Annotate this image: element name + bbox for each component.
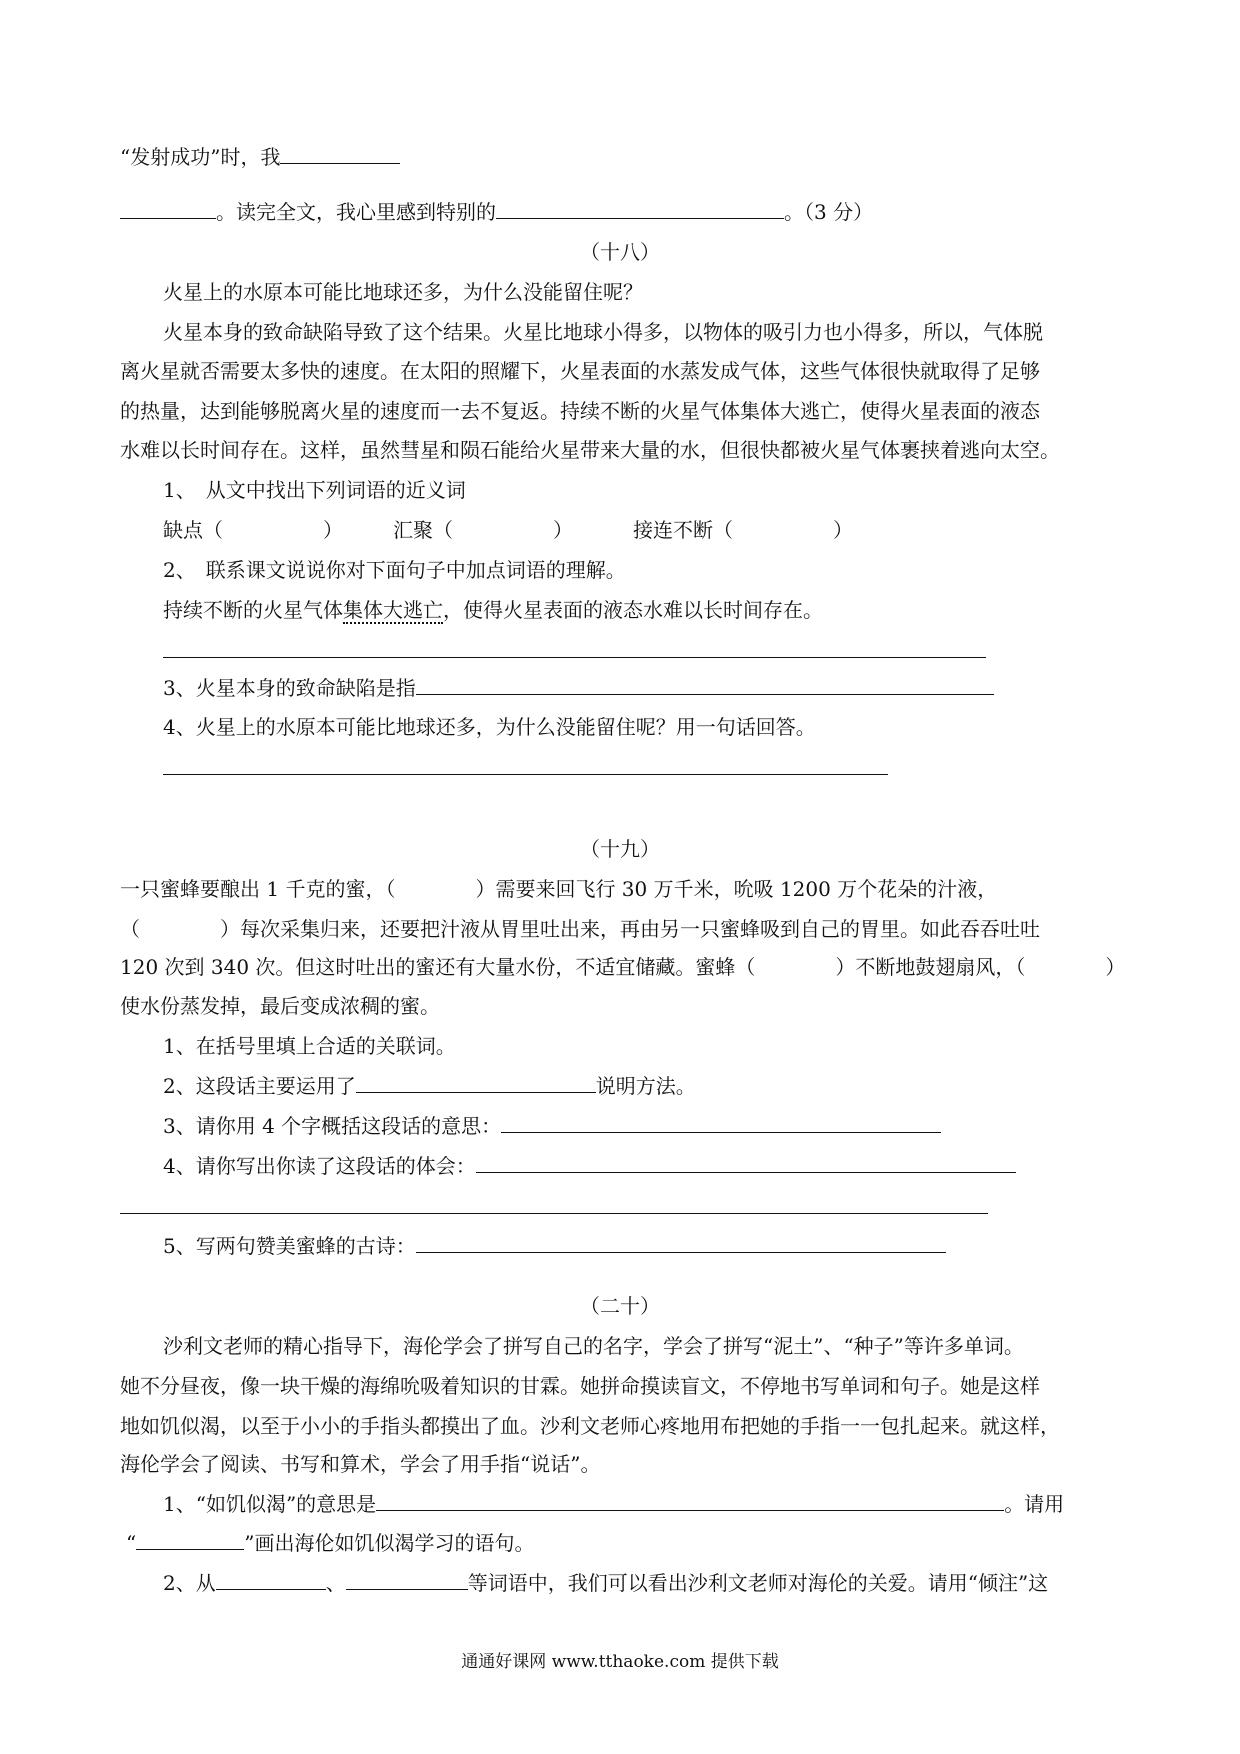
section-18-paragraph-line-2: 离火星就否需要太多快的速度。在太阳的照耀下，火星表面的水蒸发成气体，这些气体很快就取得了足够	[120, 359, 1040, 383]
section-18-heading: （十八）	[580, 240, 660, 264]
blank	[416, 674, 994, 695]
section-19-paragraph-line-1: 一只蜜蜂要酿出 1 千克的蜜，（ ）需要来回飞行 30 万千米，吮吸 1200 万个花朵的汁液，	[120, 877, 998, 901]
section-18-question: 火星上的水原本可能比地球还多，为什么没能留住呢？	[163, 280, 643, 304]
blank	[136, 1529, 244, 1550]
q2-text-end: 等词语中，我们可以看出沙利文老师对海伦的关爱。请用“倾注”这	[467, 1571, 1049, 1595]
answer-line	[163, 774, 888, 775]
blank	[356, 1072, 596, 1093]
q3-text: 3、请你用 4 个字概括这段话的意思：	[163, 1114, 502, 1138]
q2-text-end: 说明方法。	[595, 1074, 696, 1098]
blank	[346, 1569, 468, 1590]
q2-sep: 、	[325, 1571, 346, 1595]
section-18-q3	[163, 674, 994, 702]
blank	[496, 198, 784, 219]
q1-line-2-text: ”画出海伦如饥似渴学习的语句。	[244, 1531, 535, 1555]
section-19-paragraph-line-4: 使水份蒸发掉，最后变成浓稠的蜜。	[120, 994, 440, 1018]
q2-text: 2、这段话主要运用了	[163, 1074, 356, 1098]
q2-text: 2、从	[163, 1571, 216, 1595]
section-19-paragraph-line-2: （ ）每次采集归来，还要把汁液从胃里吐出来，再由另一只蜜蜂吸到自己的胃里。如此吞吞吐吐	[120, 917, 1040, 941]
sentence-part: ，使得火星表面的液态水难以长时间存在。	[443, 598, 823, 622]
section-19-q3	[163, 1112, 941, 1140]
section-20-paragraph-line-3: 地如饥似渴，以至于小小的手指头都摸出了血。沙利文老师心疼地用布把她的手指一一包扎起来。就这样，	[120, 1414, 1060, 1438]
answer-line	[163, 657, 986, 658]
blank	[501, 1112, 941, 1133]
top-line-2-score: 。（3 分）	[784, 200, 874, 224]
section-19-heading: （十九）	[580, 837, 660, 861]
answer-line	[120, 1213, 988, 1214]
section-18-q1-word-3: 接连不断（ ）	[633, 518, 853, 542]
blank	[376, 1490, 1004, 1511]
section-19-q4	[163, 1152, 1016, 1180]
section-19-q1: 1、在括号里填上合适的关联词。	[163, 1034, 456, 1058]
section-20-paragraph-line-2: 她不分昼夜，像一块干燥的海绵吮吸着知识的甘霖。她拼命摸读盲文，不停地书写单词和句子。她是这样	[120, 1374, 1040, 1398]
q3-text: 3、火星本身的致命缺陷是指	[163, 676, 416, 700]
blank	[120, 198, 216, 219]
sentence-part: 持续不断的火星气体	[163, 598, 343, 622]
section-20-heading: （二十）	[580, 1294, 660, 1318]
section-20-q1-line-2	[126, 1529, 534, 1557]
blank	[416, 1232, 946, 1253]
top-line-2-text: 。读完全文，我心里感到特别的	[216, 200, 496, 224]
page-footer: 通通好课网 www.tthaoke.com 提供下载	[461, 1652, 779, 1672]
blank	[216, 1569, 326, 1590]
section-20-paragraph-line-1: 沙利文老师的精心指导下，海伦学会了拼写自己的名字，学会了拼写“泥土”、“种子”等许多单词。	[163, 1334, 1024, 1358]
section-18-q1-word-1: 缺点（ ）	[163, 518, 343, 542]
section-18-q4: 4、火星上的水原本可能比地球还多，为什么没能留住呢？用一句话回答。	[163, 715, 816, 739]
section-18-q1-word-2: 汇聚（ ）	[393, 518, 573, 542]
blank	[476, 1152, 1016, 1173]
q4-text: 4、请你写出你读了这段话的体会：	[163, 1154, 476, 1178]
section-19-q5	[163, 1232, 946, 1260]
section-19-q2	[163, 1072, 696, 1100]
section-18-paragraph-line-4: 水难以长时间存在。这样，虽然彗星和陨石能给火星带来大量的水，但很快都被火星气体裹挟着逃向太空。	[120, 438, 1060, 462]
top-line-2	[120, 198, 873, 226]
top-line-1	[120, 143, 400, 171]
q1-text: 1、“如饥似渴”的意思是	[163, 1492, 377, 1516]
section-20-q1	[163, 1490, 1064, 1518]
top-line-1-text: “发射成功”时，我	[120, 145, 281, 169]
q5-text: 5、写两句赞美蜜蜂的古诗：	[163, 1234, 416, 1258]
blank	[280, 143, 400, 164]
quote-open: “	[126, 1531, 137, 1555]
dotted-phrase: 集体大逃亡	[343, 598, 443, 622]
section-20-q2	[163, 1569, 1048, 1597]
q1-text-end: 。请用	[1004, 1492, 1065, 1516]
section-18-paragraph-line-3: 的热量，达到能够脱离火星的速度而一去不复返。持续不断的火星气体集体大逃亡，使得火星表面的液态	[120, 399, 1040, 423]
section-18-q2-sentence	[163, 596, 823, 624]
section-18-q2: 2、 联系课文说说你对下面句子中加点词语的理解。	[163, 558, 626, 582]
section-18-paragraph-line-1: 火星本身的致命缺陷导致了这个结果。火星比地球小得多，以物体的吸引力也小得多，所以，气体脱	[163, 320, 1043, 344]
section-18-q1: 1、 从文中找出下列词语的近义词	[163, 478, 466, 502]
section-19-paragraph-line-3: 120 次到 340 次。但这时吐出的蜜还有大量水份，不适宜储藏。蜜蜂（ ）不断地鼓翅扇风，（ ）	[120, 955, 1126, 979]
section-20-paragraph-line-4: 海伦学会了阅读、书写和算术，学会了用手指“说话”。	[120, 1452, 601, 1476]
